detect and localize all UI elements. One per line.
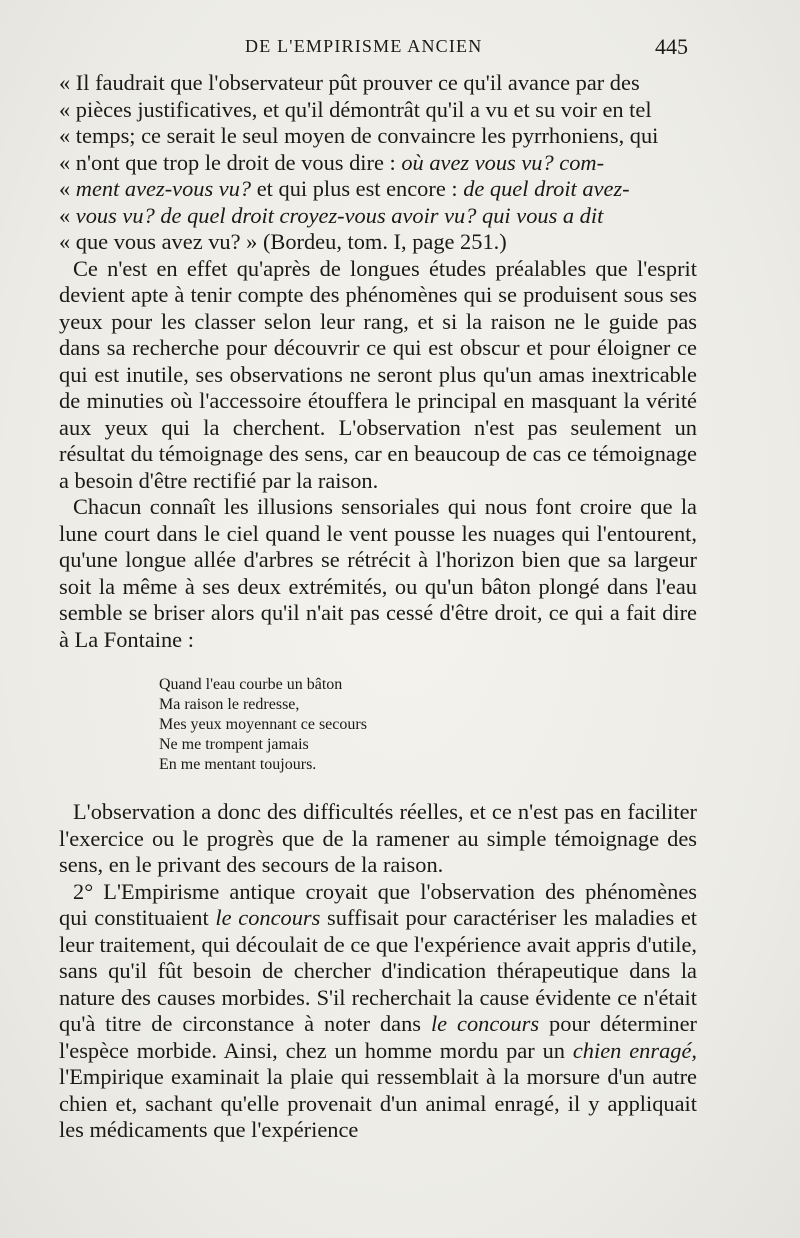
quote-paragraph bbox=[59, 70, 697, 256]
quote-line: « temps; ce serait le seul moyen de convaincre les pyrrhoniens, qui bbox=[59, 123, 659, 148]
quote-italic: ment avez-vous vu? bbox=[75, 176, 252, 201]
quote-line-text: « n'ont que trop le droit de vous dire : bbox=[59, 149, 396, 175]
paragraph-4-italic: le concours bbox=[430, 1011, 540, 1036]
verse-line: Ma raison le redresse, bbox=[159, 696, 300, 713]
paragraph-1: Ce n'est en effet qu'après de longues études préalables que l'esprit devient apte à tenir compte des phénomènes qui se produisent sous ses yeux pour les classer selon leur rang, et si la raison ne le guide pas dans sa recherche pour découvrir ce qui est obscur et pour éloigner ce qui est inutile, ses observations ne seront plus qu'un amas inextricable de minuties où l'accessoire étouffera le principal en masquant la vérité aux yeux qui la cherchent. L'observation n'est pas seulement un résultat du témoignage des sens, car en beaucoup de cas ce témoignage a besoin d'être rectifié par la raison. bbox=[59, 255, 697, 493]
verse-quotation bbox=[159, 675, 697, 775]
quote-guillemet: « bbox=[59, 176, 76, 201]
paragraph-4-text: 2° L'Empirisme antique croyait que l'observation des phénomènes qui constituaient bbox=[59, 878, 697, 930]
paragraph-2: Chacun connaît les illusions sensoriales qui nous font croire que la lune court dans le ciel quand le vent pousse les nuages qui l'entourent, qu'une longue allée d'arbres se rétrécit à l'horizon bien que sa largeur soit la même à ses deux extrémités, ou qu'un bâton plongé dans l'eau semble se briser alors qu'il n'ait pas cessé d'être droit, ce qui a fait dire à La Fontaine : bbox=[59, 494, 697, 652]
paragraph-4-text: l'Empirique examinait la plaie qui ressemblait à la morsure d'un autre chien et, sachant qu'elle provenait d'un animal enragé, il y appliquait les médicaments que l'expérience bbox=[59, 1064, 697, 1142]
quote-italic: de quel droit avez- bbox=[463, 176, 630, 201]
paragraph-4-italic: le concours bbox=[215, 905, 321, 930]
verse-line: Quand l'eau courbe un bâton bbox=[159, 676, 343, 693]
page-number: 445 bbox=[655, 34, 688, 59]
quote-italic: vous vu? de quel droit croyez-vous avoir vu? qui vous a dit bbox=[75, 202, 604, 228]
quote-line: « pièces justificatives, et qu'il démontrât qu'il a vu et su voir en tel bbox=[59, 96, 652, 122]
paragraph-4 bbox=[59, 879, 697, 1144]
verse-line: Ne me trompent jamais bbox=[159, 736, 309, 753]
quote-line: « que vous avez vu? » (Bordeu, tom. I, page 251.) bbox=[59, 229, 507, 254]
running-head: DE L'EMPIRISME ANCIEN bbox=[245, 36, 483, 56]
paragraph-3: L'observation a donc des difficultés réelles, et ce n'est pas en faciliter l'exercice ou le progrès que de la ramener au simple témoignage des sens, en le privant des secours de la raison. bbox=[59, 799, 697, 877]
quote-line: « Il faudrait que l'observateur pût prouver ce qu'il avance par des bbox=[59, 70, 640, 95]
body-text bbox=[59, 70, 697, 1144]
paragraph-4-text: pour déterminer l'espèce morbide. Ainsi, chez un homme mordu par un bbox=[59, 1011, 698, 1063]
verse-line: En me mentant toujours. bbox=[159, 756, 317, 773]
quote-line bbox=[59, 150, 697, 177]
quote-italic: où avez vous vu? com- bbox=[401, 149, 605, 175]
quote-line bbox=[59, 176, 697, 203]
quote-guillemet: « bbox=[59, 202, 76, 228]
paragraph-4-text: suffisait pour caractériser les maladies et leur traitement, qui découlait de ce que l'expérience avait appris d'utile, sans qu'il fût besoin de chercher d'indication thérapeutique dans la nature des causes morbides. S'il recherchait la cause évidente ce n'était qu'à titre de circonstance à noter dans bbox=[59, 905, 697, 1036]
paragraph-4-italic: chien enragé, bbox=[572, 1037, 697, 1063]
verse-line: Mes yeux moyennant ce secours bbox=[159, 716, 367, 733]
quote-line bbox=[59, 203, 697, 230]
quote-line-text: et qui plus est encore : bbox=[251, 176, 464, 201]
page-header bbox=[0, 30, 800, 64]
